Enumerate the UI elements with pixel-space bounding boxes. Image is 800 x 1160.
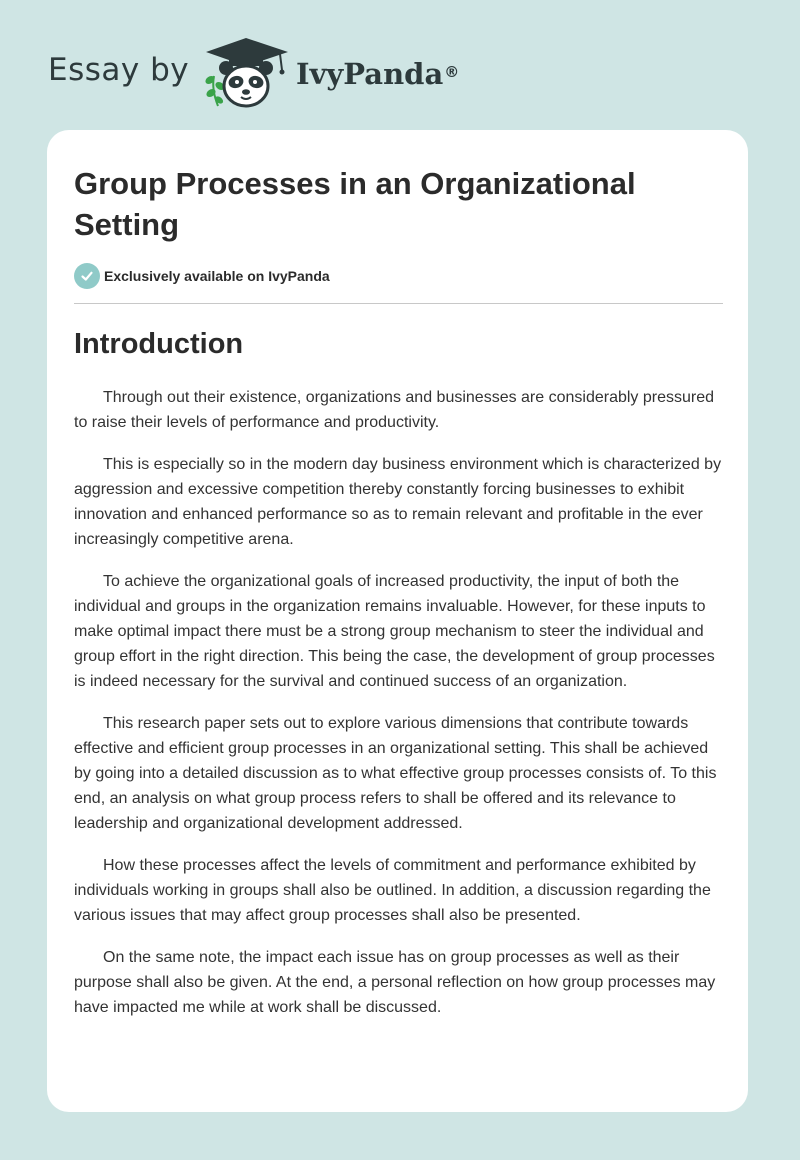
registered-mark: ® [444, 63, 460, 81]
section-heading-introduction: Introduction [74, 328, 244, 360]
check-icon [74, 263, 100, 289]
badge-label: Exclusively available on IvyPanda [104, 268, 330, 284]
paragraph: How these processes affect the levels of commitment and performance exhibited by individuals working in groups shall also be outlined. In addition, a discussion regarding the various issues that may affect group processes shall also be presented. [74, 857, 711, 924]
divider [74, 303, 723, 304]
essay-body [74, 385, 726, 1037]
paragraph: To achieve the organizational goals of increased productivity, the input of both the individual and groups in the organization remains invaluable. However, for these inputs to make optimal impact there must be a strong group mechanism to steer the individual and group effort in the right direction. This being the case, the development of group processes is indeed necessary for the survival and continued success of an organization. [74, 573, 715, 690]
paragraph: Through out their existence, organizations and businesses are considerably pressured to raise their levels of performance and productivity. [74, 389, 715, 431]
paragraph: This is especially so in the modern day business environment which is characterized by aggression and excessive competition thereby constantly forcing businesses to exhibit innovation and enhanced performance so as to remain relevant and profitable in the ever increasingly competitive arena. [74, 456, 722, 548]
essay-title: Group Processes in an Organizational Setting [74, 166, 636, 242]
site-header [0, 0, 800, 130]
brand-name-text: IvyPanda [296, 57, 444, 91]
exclusive-badge [74, 262, 330, 290]
panda-graduate-logo-icon[interactable] [200, 36, 292, 110]
essay-by-label: Essay by [48, 52, 190, 88]
brand-name[interactable] [296, 54, 459, 94]
paragraph: On the same note, the impact each issue has on group processes as well as their purpose shall also be given. At the end, a personal reflection on how group processes may have impacted me while at work shall be discussed. [74, 949, 716, 1016]
paragraph: This research paper sets out to explore various dimensions that contribute towards effective and efficient group processes in an organizational setting. This shall be achieved by going into a detailed discussion as to what effective group processes consists of. To this end, an analysis on what group process refers to shall be offered and its relevance to leadership and organizational development addressed. [74, 715, 717, 832]
essay-card [47, 130, 748, 1112]
